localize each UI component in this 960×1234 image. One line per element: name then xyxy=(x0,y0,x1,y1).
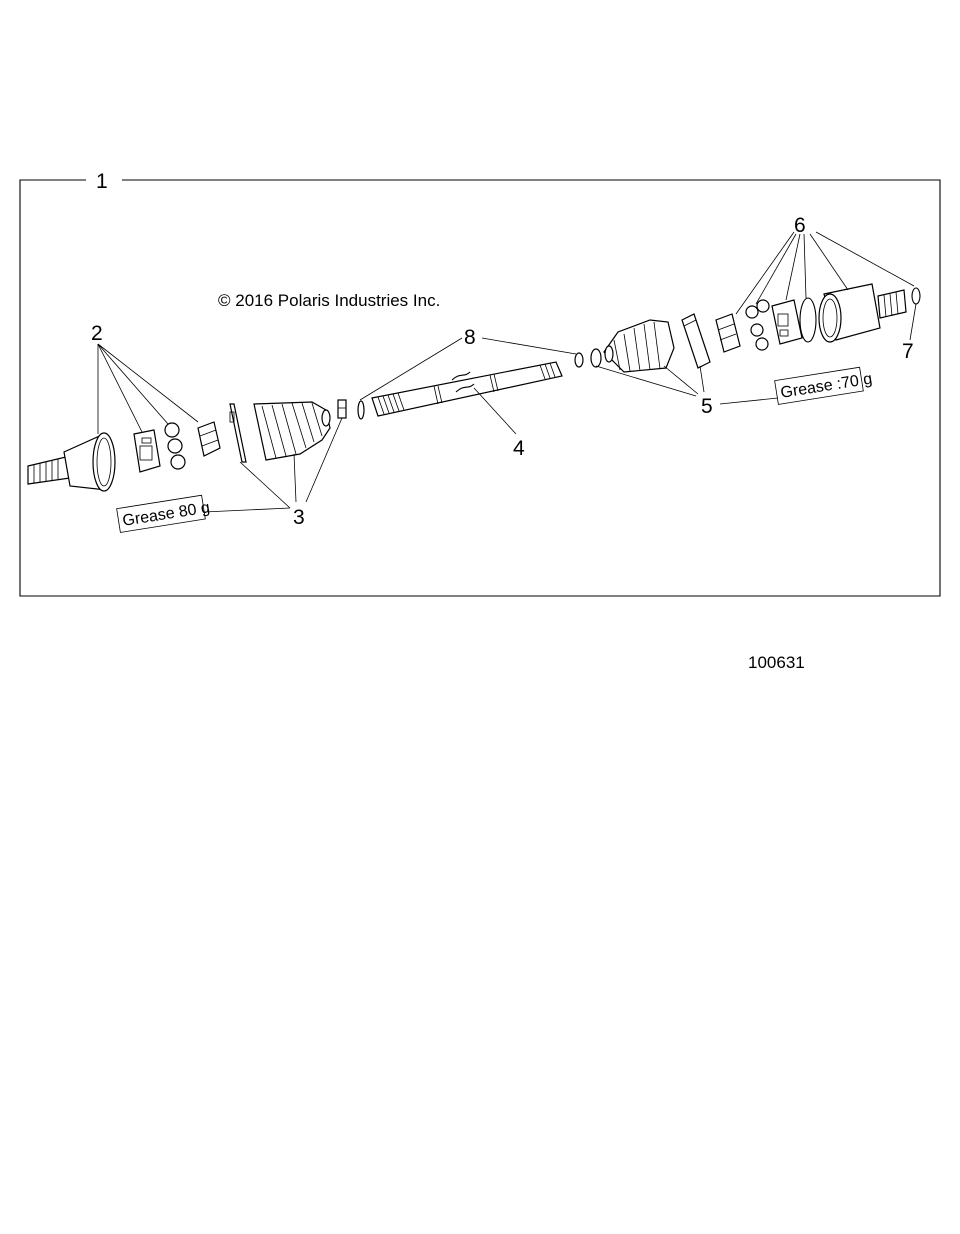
cv-boot-left xyxy=(254,402,330,460)
boot-clamp-small-right xyxy=(591,349,601,367)
ball-bearings-right xyxy=(746,300,769,350)
inner-race-right xyxy=(716,314,740,352)
copyright-text: © 2016 Polaris Industries Inc. xyxy=(218,291,441,310)
grease-label-left-text: Grease 80 g xyxy=(121,499,212,530)
grease-label-right-text: Grease :70 g xyxy=(779,370,874,402)
inner-race-left xyxy=(198,422,220,456)
cv-boot-right xyxy=(604,320,674,372)
retaining-ring-right xyxy=(575,353,583,367)
callout-3: 3 xyxy=(293,506,305,529)
outer-cv-joint xyxy=(28,433,115,491)
callout-2: 2 xyxy=(91,322,103,345)
bearing-cage-right xyxy=(772,300,802,344)
circlip-end xyxy=(912,288,920,304)
grease-label-right xyxy=(775,366,874,405)
callout-5: 5 xyxy=(701,395,713,418)
boot-clamp-right xyxy=(682,314,710,368)
callout-4: 4 xyxy=(513,437,525,460)
bearing-cage-left xyxy=(134,430,160,472)
callout-8: 8 xyxy=(464,326,476,349)
ball-bearings-left xyxy=(165,423,185,469)
grease-label-left xyxy=(117,494,212,532)
callout-6: 6 xyxy=(794,214,806,237)
axle-shaft xyxy=(372,362,562,416)
inner-cv-housing xyxy=(819,284,906,342)
boot-clamp-small-left xyxy=(338,400,346,418)
callout-7: 7 xyxy=(902,340,914,363)
frame-label: 1 xyxy=(96,170,108,193)
boot-clamp-left xyxy=(230,404,246,462)
retaining-ring-left xyxy=(358,401,364,419)
snap-ring-large xyxy=(800,298,816,342)
drawing-number: 100631 xyxy=(748,653,805,672)
